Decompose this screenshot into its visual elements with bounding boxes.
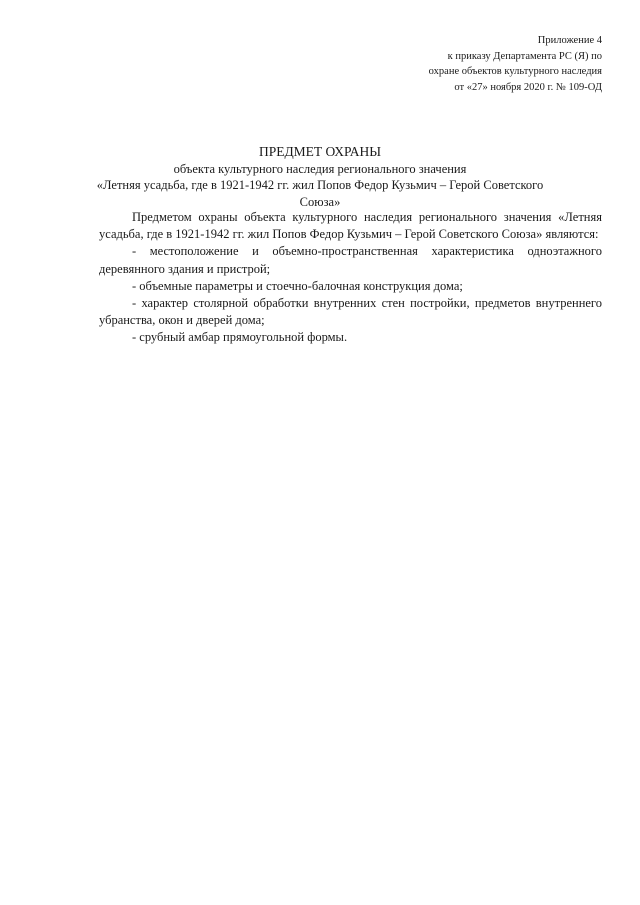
page-title: ПРЕДМЕТ ОХРАНЫ bbox=[258, 144, 382, 159]
appendix-line: от «27» ноября 2020 г. № 109-ОД bbox=[454, 81, 602, 93]
appendix-line: Приложение 4 bbox=[537, 35, 602, 46]
intro-paragraph bbox=[99, 209, 602, 243]
intro-line: Предметом охраны объекта культурного наследия регионального значения «Летняя bbox=[132, 210, 602, 224]
appendix-line: к приказу Департамента РС (Я) по bbox=[447, 50, 602, 62]
intro-line: являются: bbox=[545, 227, 599, 242]
list-item: - срубный амбар прямоугольной формы. bbox=[132, 330, 348, 345]
appendix-block bbox=[429, 33, 602, 95]
document-body bbox=[99, 209, 602, 347]
list-item: - местоположение и объемно-пространственная характеристика одноэтажного деревянного здания и пристрой; bbox=[99, 244, 602, 276]
document-heading bbox=[40, 143, 600, 210]
heading-subtitle: объекта культурного наследия регионального значения bbox=[173, 162, 467, 176]
list-item: - объемные параметры и стоечно-балочная конструкция дома; bbox=[132, 278, 463, 293]
object-name-line: «Летняя усадьба, где в 1921-1942 гг. жил Попов Федор Кузьмич – Герой Советского bbox=[96, 178, 544, 192]
list-item: - характер столярной обработки внутренних стен постройки, предметов внутреннего убранства, окон и дверей дома; bbox=[99, 296, 602, 328]
intro-line: усадьба, где в 1921-1942 гг. жил Попов Федор Кузьмич – Герой Советского Союза» bbox=[99, 227, 543, 242]
appendix-line: охране объектов культурного наследия bbox=[428, 66, 602, 77]
object-name-line: Союза» bbox=[299, 194, 341, 209]
